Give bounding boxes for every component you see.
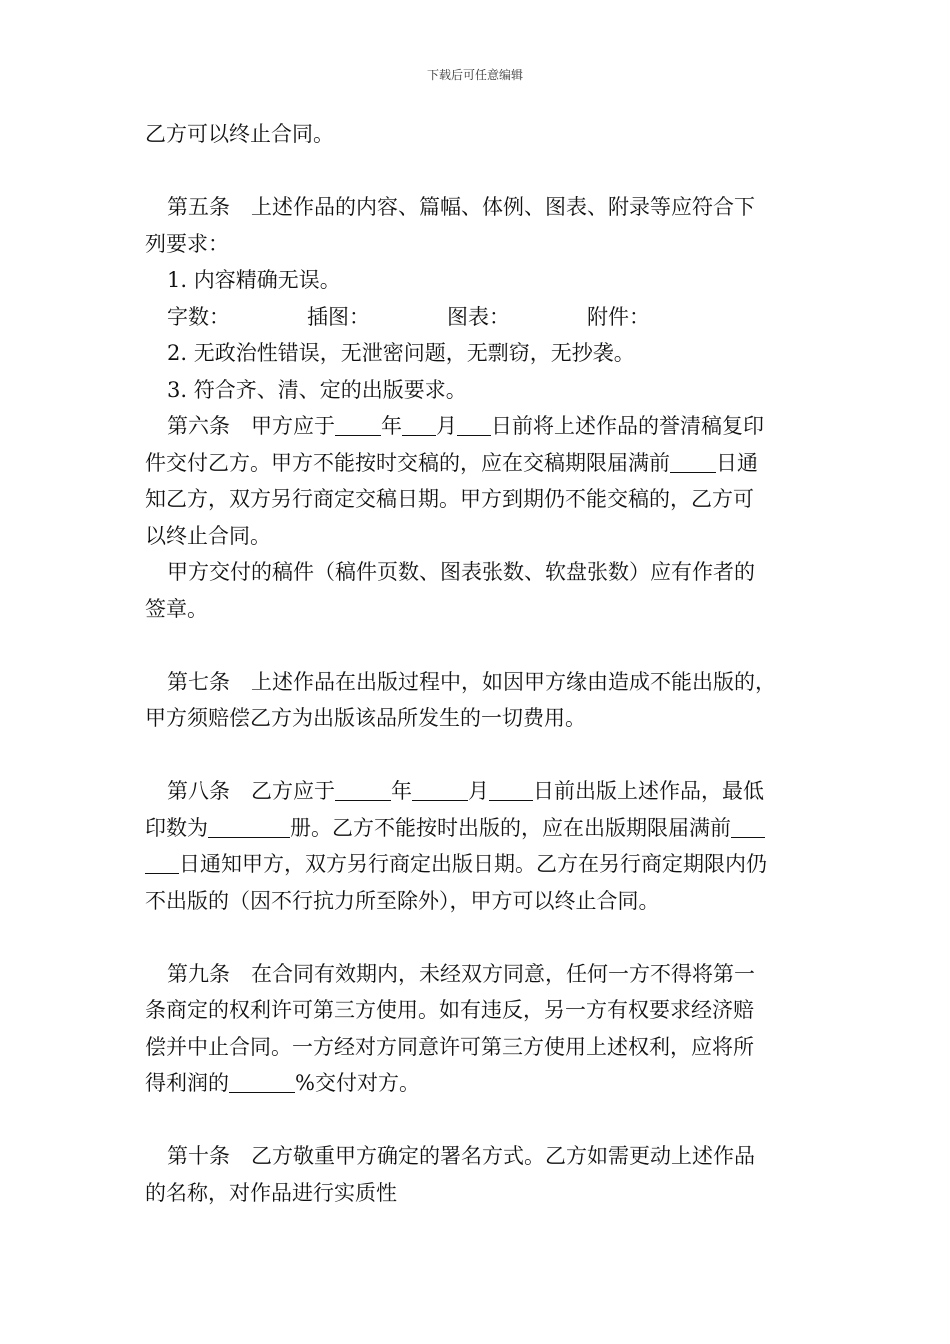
text: 印数为	[145, 815, 208, 840]
blank-month	[402, 413, 436, 436]
spacer	[145, 1102, 810, 1139]
article-6-line-4: 以终止合同。	[145, 523, 271, 548]
text: 日前出版上述作品，最低	[533, 779, 764, 803]
spacer	[145, 737, 810, 774]
article-5-line-2: 列要求：	[145, 231, 229, 256]
field-charts: 图表：	[447, 304, 510, 329]
article-10-line-2: 的名称，对作品进行实质性	[145, 1180, 397, 1205]
blank-day	[489, 778, 533, 801]
spacer	[145, 919, 810, 956]
text: 得利润的	[145, 1071, 229, 1095]
field-word-count: 字数：	[167, 304, 230, 329]
text: 日通	[716, 450, 758, 475]
article-8-line-4: 不出版的（因不行抗力所至除外），甲方可以终止合同。	[145, 888, 660, 913]
spacer	[145, 153, 810, 190]
blank-days	[670, 450, 716, 473]
text: 件交付乙方。甲方不能按时交稿的，应在交稿期限届满前	[145, 450, 670, 475]
blank-year	[335, 413, 381, 436]
text: 月	[436, 414, 457, 438]
blank-days-part-1	[731, 815, 765, 838]
text: 日通知甲方，双方另行商定出版日期。乙方在另行商定期限内仍	[179, 852, 767, 876]
blank-month	[412, 778, 468, 801]
text: 第六条 甲方应于	[167, 414, 335, 438]
article-6-line-2	[145, 445, 810, 482]
article-9-line-4	[145, 1065, 810, 1102]
blank-percent	[229, 1070, 295, 1093]
spacer	[145, 627, 810, 664]
article-8-line-1	[145, 773, 810, 810]
article-9-line-3: 偿并中止合同。一方经对方同意许可第三方使用上述权利，应将所	[145, 1034, 754, 1059]
text: 年	[381, 414, 402, 438]
article-6-line-1	[145, 408, 810, 445]
article-7-line-1: 第七条 上述作品在出版过程中，如因甲方缘由造成不能出版的，	[167, 669, 776, 694]
article-8-line-3	[145, 846, 810, 883]
article-9-line-1: 第九条 在合同有效期内，未经双方同意，任何一方不得将第一	[167, 961, 755, 986]
blank-year	[335, 778, 391, 801]
field-attachments: 附件：	[587, 304, 650, 329]
article-9-line-2: 条商定的权利许可第三方使用。如有违反，另一方有权要求经济赔	[145, 998, 754, 1022]
article-5-item-3: 3. 符合齐、清、定的出版要求。	[167, 377, 467, 402]
article-8-line-2	[145, 810, 810, 847]
article-5-fields	[145, 299, 810, 336]
article-6-para-2-line-2: 签章。	[145, 596, 208, 621]
article-10-line-1: 第十条 乙方敬重甲方确定的署名方式。乙方如需更动上述作品	[167, 1144, 755, 1168]
article-6-line-3: 知乙方，双方另行商定交稿日期。甲方到期仍不能交稿的，乙方可	[145, 487, 754, 511]
line-terminate: 乙方可以终止合同。	[145, 122, 334, 146]
blank-day	[457, 413, 491, 436]
blank-days-part-2	[145, 851, 179, 874]
article-5-item-1: 1. 内容精确无误。	[167, 268, 341, 292]
field-illustrations: 插图：	[307, 304, 370, 329]
article-5-item-2: 2. 无政治性错误，无泄密问题，无剽窃，无抄袭。	[167, 341, 635, 365]
text: 年	[391, 779, 412, 803]
article-5-line-1: 第五条 上述作品的内容、篇幅、体例、图表、附录等应符合下	[167, 195, 755, 219]
text: 册。乙方不能按时出版的，应在出版期限届满前	[290, 815, 731, 840]
contract-body	[145, 116, 810, 1211]
text: 日前将上述作品的誉清稿复印	[491, 414, 764, 438]
page-header: 下载后可任意编辑	[426, 68, 523, 82]
blank-print-count	[208, 815, 290, 838]
text: %交付对方。	[295, 1071, 420, 1095]
article-7-line-2: 甲方须赔偿乙方为出版该品所发生的一切费用。	[145, 706, 586, 730]
text: 月	[468, 779, 489, 803]
article-6-para-2-line-1: 甲方交付的稿件（稿件页数、图表张数、软盘张数）应有作者的	[167, 560, 755, 584]
text: 第八条 乙方应于	[167, 779, 335, 803]
